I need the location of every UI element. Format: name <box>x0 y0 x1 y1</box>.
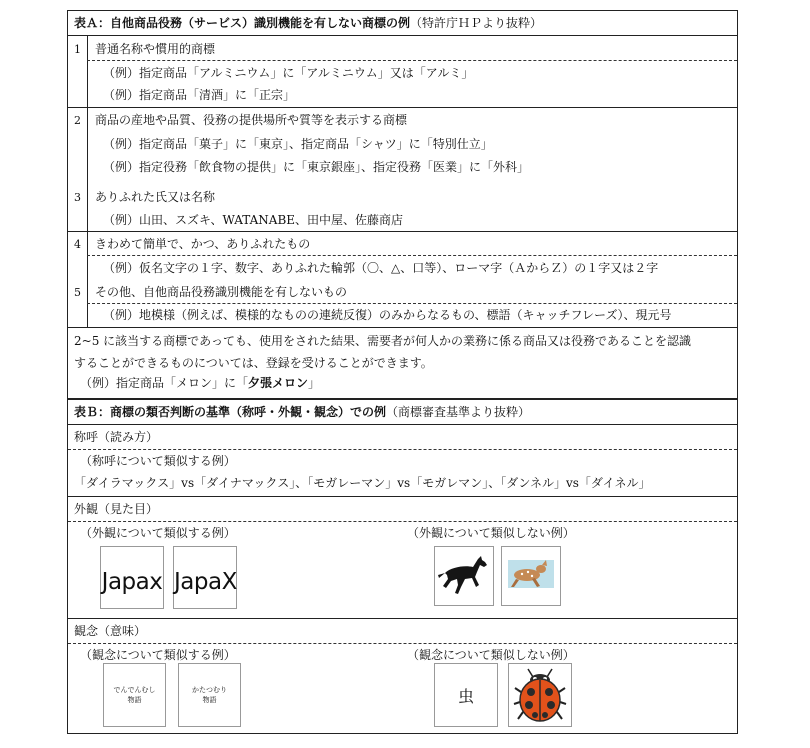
card-text-line2: 物語 <box>127 696 142 704</box>
fawn-card <box>501 546 561 606</box>
concept-label: 観念（意味） <box>74 624 147 638</box>
dashed-divider <box>87 303 737 304</box>
mushi-card <box>434 663 498 727</box>
row-heading-3: ありふれた氏又は名称 <box>95 190 216 204</box>
note-line-1: 2~5 に該当する商標であっても、使用をされた結果、需要者が何人かの業務に係る商品又は役務であることを認識 <box>74 334 692 348</box>
appearance-similar-label: （外観について類似する例） <box>80 526 236 540</box>
row-example: （例）指定役務「飲食物の提供」に「東京銀座」、指定役務「医業」に「外科」 <box>103 160 530 174</box>
row-number-1: 1 <box>74 43 81 56</box>
divider <box>68 107 737 108</box>
concept-dissimilar-label: （観念について類似しない例） <box>407 648 575 662</box>
row-example: （例）地模様（例えば、模様的なものの連続反復）のみからなるもの、標語（キャッチフレーズ）、現元号 <box>103 308 672 322</box>
row-heading-1: 普通名称や慣用的商標 <box>95 42 216 56</box>
japax-mark-card <box>100 546 164 609</box>
horse-icon <box>435 547 493 605</box>
row-example: （例）仮名文字の１字、数字、ありふれた輪郭（〇、△、口等）、ローマ字（ＡからＺ）の１字又は２字 <box>103 261 659 275</box>
table-separator <box>68 398 737 400</box>
japax-mark-card <box>173 546 237 609</box>
table-a-source: （特許庁ＨＰより抜粋） <box>410 16 543 30</box>
japax-mark-1: Japax <box>101 569 163 595</box>
card-text-line1: かたつむり <box>192 686 227 694</box>
sound-label: 称呼（読み方） <box>74 430 159 444</box>
horse-card <box>434 546 494 606</box>
row-number-5: 5 <box>74 286 81 299</box>
mushi-text: 虫 <box>457 687 474 706</box>
japax-mark-2: JapaX <box>174 569 237 595</box>
denden-mushi-card <box>103 663 166 727</box>
katatsumuri-card <box>178 663 241 727</box>
table-b-heading: 表Ｂ：商標の類否判断の基準（称呼・外観・観念）での例 <box>74 405 387 419</box>
row-heading-5: その他、自他商品役務識別機能を有しないもの <box>95 285 348 299</box>
dashed-divider <box>68 521 737 522</box>
row-example: （例）指定商品「菓子」に「東京」、指定商品「シャツ」に「特別仕立」 <box>103 137 493 151</box>
table-b-title <box>74 406 530 418</box>
ladybug-card <box>508 663 572 727</box>
row-example: （例）山田、スズキ、WATANABE、田中屋、佐藤商店 <box>103 213 404 227</box>
row-number-4: 4 <box>74 238 81 251</box>
row-heading-2: 商品の産地や品質、役務の提供場所や質等を表示する商標 <box>95 113 408 127</box>
row-number-2: 2 <box>74 114 81 127</box>
divider <box>68 618 737 619</box>
concept-similar-label: （観念について類似する例） <box>80 648 236 662</box>
note-line-2: することができるものについては、登録を受けることができます。 <box>74 356 433 370</box>
fawn-icon <box>502 547 560 605</box>
divider <box>68 231 737 232</box>
dashed-divider <box>87 60 737 61</box>
yubari-melon-logo: 夕張メロン <box>248 376 309 390</box>
trademark-document <box>67 10 738 734</box>
table-b-source: （商標審査基準より抜粋） <box>386 405 531 419</box>
card-text-line2: 物語 <box>202 696 217 704</box>
divider <box>68 424 737 425</box>
divider <box>68 35 737 36</box>
dashed-divider <box>68 449 737 450</box>
divider <box>68 327 737 328</box>
sound-similar-label: （称呼について類似する例） <box>80 454 236 468</box>
appearance-label: 外観（見た目） <box>74 502 159 516</box>
note-example-prefix: （例）指定商品「メロン」に「 <box>80 376 249 390</box>
row-heading-4: きわめて簡単で、かつ、ありふれたもの <box>95 237 311 251</box>
note-example-suffix: 」 <box>308 376 321 390</box>
divider <box>68 496 737 497</box>
table-a-heading: 表Ａ：自他商品役務（サービス）識別機能を有しない商標の例 <box>74 16 411 30</box>
row-example: （例）指定商品「清酒」に「正宗」 <box>103 88 296 102</box>
number-column-divider <box>87 35 88 327</box>
card-text-line1: でんでんむし <box>113 686 156 694</box>
ladybug-icon <box>509 664 571 726</box>
dashed-divider <box>87 255 737 256</box>
sound-example: 「ダイラマックス」vs「ダイナマックス」、「モガレーマン」vs「モガレマン」、「ダンネル」vs「ダイネル」 <box>74 476 651 490</box>
dashed-divider <box>68 643 737 644</box>
row-number-3: 3 <box>74 191 81 204</box>
row-example: （例）指定商品「アルミニウム」に「アルミニウム」又は「アルミ」 <box>103 66 474 80</box>
appearance-dissimilar-label: （外観について類似しない例） <box>407 526 575 540</box>
note-example <box>80 377 320 389</box>
table-a-title <box>74 17 542 29</box>
